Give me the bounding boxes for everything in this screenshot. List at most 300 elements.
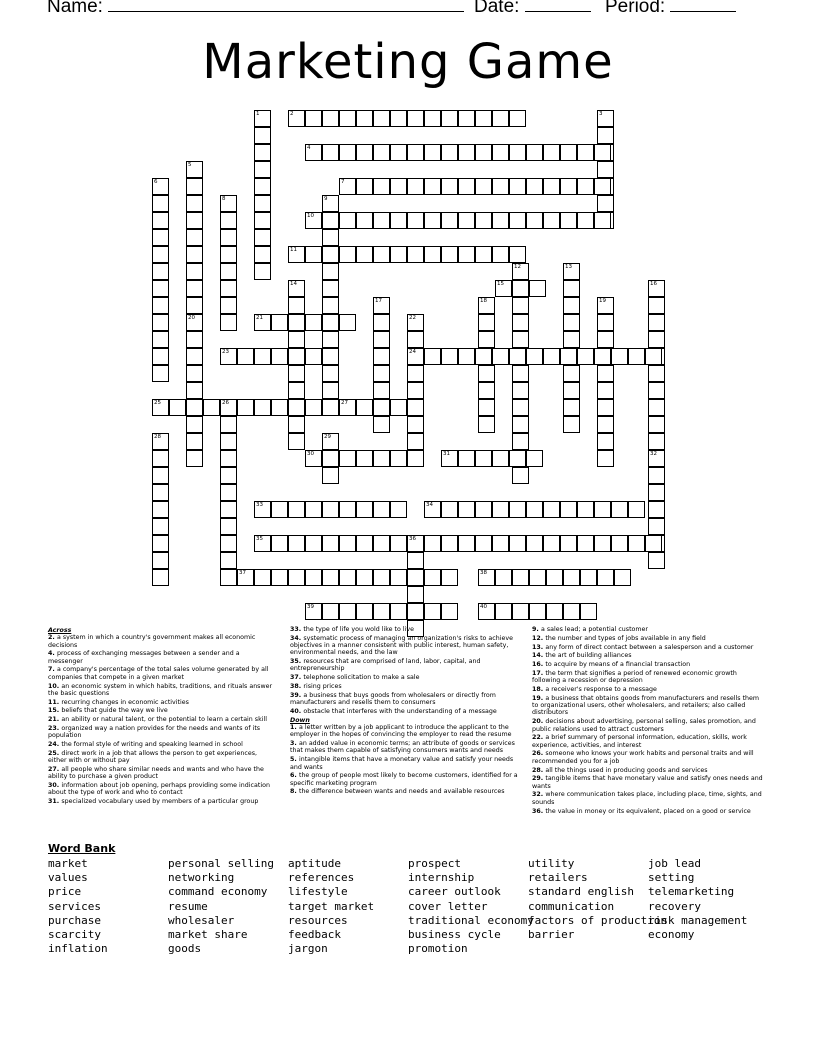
grid-cell[interactable] bbox=[271, 535, 288, 552]
grid-cell[interactable] bbox=[512, 280, 529, 297]
grid-cell[interactable] bbox=[509, 212, 526, 229]
grid-cell[interactable] bbox=[543, 144, 560, 161]
grid-cell[interactable] bbox=[152, 535, 169, 552]
grid-cell[interactable] bbox=[594, 535, 611, 552]
grid-cell[interactable] bbox=[509, 144, 526, 161]
grid-cell[interactable] bbox=[288, 110, 305, 127]
grid-cell[interactable] bbox=[407, 416, 424, 433]
grid-cell[interactable] bbox=[475, 246, 492, 263]
grid-cell[interactable] bbox=[563, 365, 580, 382]
grid-cell[interactable] bbox=[322, 535, 339, 552]
grid-cell[interactable] bbox=[152, 229, 169, 246]
grid-cell[interactable] bbox=[597, 297, 614, 314]
grid-cell[interactable] bbox=[478, 314, 495, 331]
grid-cell[interactable] bbox=[373, 178, 390, 195]
grid-cell[interactable] bbox=[407, 535, 424, 552]
grid-cell[interactable] bbox=[152, 569, 169, 586]
grid-cell[interactable] bbox=[475, 178, 492, 195]
grid-cell[interactable] bbox=[152, 263, 169, 280]
grid-cell[interactable] bbox=[597, 450, 614, 467]
grid-cell[interactable] bbox=[546, 569, 563, 586]
grid-cell[interactable] bbox=[390, 569, 407, 586]
grid-cell[interactable] bbox=[356, 569, 373, 586]
grid-cell[interactable] bbox=[305, 314, 322, 331]
grid-cell[interactable] bbox=[288, 246, 305, 263]
grid-cell[interactable] bbox=[220, 484, 237, 501]
grid-cell[interactable] bbox=[407, 365, 424, 382]
grid-cell[interactable] bbox=[186, 195, 203, 212]
grid-cell[interactable] bbox=[526, 450, 543, 467]
grid-cell[interactable] bbox=[254, 110, 271, 127]
grid-cell[interactable] bbox=[577, 501, 594, 518]
grid-cell[interactable] bbox=[648, 297, 665, 314]
grid-cell[interactable] bbox=[203, 399, 220, 416]
grid-cell[interactable] bbox=[305, 144, 322, 161]
grid-cell[interactable] bbox=[441, 501, 458, 518]
grid-cell[interactable] bbox=[152, 212, 169, 229]
grid-cell[interactable] bbox=[492, 212, 509, 229]
grid-cell[interactable] bbox=[424, 246, 441, 263]
grid-cell[interactable] bbox=[512, 382, 529, 399]
grid-cell[interactable] bbox=[648, 501, 665, 518]
grid-cell[interactable] bbox=[305, 246, 322, 263]
grid-cell[interactable] bbox=[254, 348, 271, 365]
grid-cell[interactable] bbox=[458, 501, 475, 518]
grid-cell[interactable] bbox=[577, 535, 594, 552]
grid-cell[interactable] bbox=[254, 246, 271, 263]
grid-cell[interactable] bbox=[495, 569, 512, 586]
grid-cell[interactable] bbox=[322, 110, 339, 127]
grid-cell[interactable] bbox=[597, 127, 614, 144]
grid-cell[interactable] bbox=[512, 467, 529, 484]
grid-cell[interactable] bbox=[152, 195, 169, 212]
grid-cell[interactable] bbox=[356, 535, 373, 552]
grid-cell[interactable] bbox=[597, 195, 614, 212]
grid-cell[interactable] bbox=[339, 399, 356, 416]
grid-cell[interactable] bbox=[186, 280, 203, 297]
grid-cell[interactable] bbox=[509, 501, 526, 518]
grid-cell[interactable] bbox=[424, 110, 441, 127]
grid-cell[interactable] bbox=[186, 161, 203, 178]
grid-cell[interactable] bbox=[322, 331, 339, 348]
grid-cell[interactable] bbox=[645, 348, 662, 365]
grid-cell[interactable] bbox=[560, 535, 577, 552]
grid-cell[interactable] bbox=[563, 399, 580, 416]
grid-cell[interactable] bbox=[220, 399, 237, 416]
grid-cell[interactable] bbox=[526, 144, 543, 161]
grid-cell[interactable] bbox=[563, 603, 580, 620]
grid-cell[interactable] bbox=[597, 331, 614, 348]
grid-cell[interactable] bbox=[478, 382, 495, 399]
grid-cell[interactable] bbox=[475, 348, 492, 365]
grid-cell[interactable] bbox=[628, 501, 645, 518]
grid-cell[interactable] bbox=[458, 348, 475, 365]
grid-cell[interactable] bbox=[424, 603, 441, 620]
grid-cell[interactable] bbox=[305, 212, 322, 229]
grid-cell[interactable] bbox=[373, 144, 390, 161]
grid-cell[interactable] bbox=[322, 246, 339, 263]
grid-cell[interactable] bbox=[560, 178, 577, 195]
grid-cell[interactable] bbox=[407, 314, 424, 331]
grid-cell[interactable] bbox=[441, 348, 458, 365]
grid-cell[interactable] bbox=[512, 365, 529, 382]
grid-cell[interactable] bbox=[390, 144, 407, 161]
grid-cell[interactable] bbox=[648, 450, 665, 467]
grid-cell[interactable] bbox=[648, 416, 665, 433]
grid-cell[interactable] bbox=[594, 212, 611, 229]
grid-cell[interactable] bbox=[475, 110, 492, 127]
grid-cell[interactable] bbox=[373, 416, 390, 433]
grid-cell[interactable] bbox=[220, 263, 237, 280]
grid-cell[interactable] bbox=[288, 331, 305, 348]
grid-cell[interactable] bbox=[407, 586, 424, 603]
grid-cell[interactable] bbox=[288, 297, 305, 314]
grid-cell[interactable] bbox=[373, 297, 390, 314]
grid-cell[interactable] bbox=[441, 178, 458, 195]
grid-cell[interactable] bbox=[407, 178, 424, 195]
grid-cell[interactable] bbox=[322, 229, 339, 246]
grid-cell[interactable] bbox=[594, 178, 611, 195]
grid-cell[interactable] bbox=[648, 467, 665, 484]
grid-cell[interactable] bbox=[580, 569, 597, 586]
grid-cell[interactable] bbox=[492, 144, 509, 161]
grid-cell[interactable] bbox=[475, 212, 492, 229]
grid-cell[interactable] bbox=[322, 603, 339, 620]
grid-cell[interactable] bbox=[648, 399, 665, 416]
grid-cell[interactable] bbox=[526, 501, 543, 518]
grid-cell[interactable] bbox=[407, 433, 424, 450]
grid-cell[interactable] bbox=[424, 501, 441, 518]
grid-cell[interactable] bbox=[597, 416, 614, 433]
grid-cell[interactable] bbox=[648, 484, 665, 501]
grid-cell[interactable] bbox=[424, 348, 441, 365]
grid-cell[interactable] bbox=[577, 178, 594, 195]
grid-cell[interactable] bbox=[546, 603, 563, 620]
grid-cell[interactable] bbox=[288, 569, 305, 586]
grid-cell[interactable] bbox=[305, 501, 322, 518]
grid-cell[interactable] bbox=[237, 348, 254, 365]
grid-cell[interactable] bbox=[152, 467, 169, 484]
grid-cell[interactable] bbox=[512, 263, 529, 280]
grid-cell[interactable] bbox=[152, 348, 169, 365]
grid-cell[interactable] bbox=[254, 127, 271, 144]
grid-cell[interactable] bbox=[594, 348, 611, 365]
grid-cell[interactable] bbox=[322, 433, 339, 450]
grid-cell[interactable] bbox=[220, 212, 237, 229]
grid-cell[interactable] bbox=[373, 365, 390, 382]
grid-cell[interactable] bbox=[441, 246, 458, 263]
grid-cell[interactable] bbox=[373, 110, 390, 127]
grid-cell[interactable] bbox=[288, 382, 305, 399]
grid-cell[interactable] bbox=[645, 535, 662, 552]
grid-cell[interactable] bbox=[220, 518, 237, 535]
grid-cell[interactable] bbox=[424, 212, 441, 229]
grid-cell[interactable] bbox=[373, 348, 390, 365]
grid-cell[interactable] bbox=[390, 501, 407, 518]
grid-cell[interactable] bbox=[509, 535, 526, 552]
grid-cell[interactable] bbox=[509, 110, 526, 127]
grid-cell[interactable] bbox=[526, 535, 543, 552]
grid-cell[interactable] bbox=[186, 450, 203, 467]
grid-cell[interactable] bbox=[356, 246, 373, 263]
grid-cell[interactable] bbox=[458, 450, 475, 467]
grid-cell[interactable] bbox=[322, 263, 339, 280]
grid-cell[interactable] bbox=[288, 348, 305, 365]
grid-cell[interactable] bbox=[152, 399, 169, 416]
grid-cell[interactable] bbox=[512, 603, 529, 620]
grid-cell[interactable] bbox=[597, 314, 614, 331]
grid-cell[interactable] bbox=[322, 144, 339, 161]
grid-cell[interactable] bbox=[509, 348, 526, 365]
grid-cell[interactable] bbox=[254, 144, 271, 161]
grid-cell[interactable] bbox=[322, 382, 339, 399]
grid-cell[interactable] bbox=[529, 603, 546, 620]
grid-cell[interactable] bbox=[597, 399, 614, 416]
grid-cell[interactable] bbox=[339, 178, 356, 195]
grid-cell[interactable] bbox=[373, 450, 390, 467]
grid-cell[interactable] bbox=[322, 348, 339, 365]
grid-cell[interactable] bbox=[492, 110, 509, 127]
grid-cell[interactable] bbox=[152, 552, 169, 569]
grid-cell[interactable] bbox=[407, 450, 424, 467]
grid-cell[interactable] bbox=[648, 433, 665, 450]
grid-cell[interactable] bbox=[356, 501, 373, 518]
grid-cell[interactable] bbox=[407, 399, 424, 416]
grid-cell[interactable] bbox=[322, 467, 339, 484]
grid-cell[interactable] bbox=[648, 331, 665, 348]
grid-cell[interactable] bbox=[373, 535, 390, 552]
grid-cell[interactable] bbox=[390, 535, 407, 552]
grid-cell[interactable] bbox=[322, 365, 339, 382]
grid-cell[interactable] bbox=[220, 348, 237, 365]
grid-cell[interactable] bbox=[305, 399, 322, 416]
grid-cell[interactable] bbox=[441, 569, 458, 586]
grid-cell[interactable] bbox=[648, 280, 665, 297]
grid-cell[interactable] bbox=[512, 433, 529, 450]
grid-cell[interactable] bbox=[543, 501, 560, 518]
grid-cell[interactable] bbox=[254, 314, 271, 331]
grid-cell[interactable] bbox=[254, 535, 271, 552]
grid-cell[interactable] bbox=[407, 382, 424, 399]
grid-cell[interactable] bbox=[322, 569, 339, 586]
grid-cell[interactable] bbox=[441, 535, 458, 552]
grid-cell[interactable] bbox=[152, 280, 169, 297]
grid-cell[interactable] bbox=[390, 603, 407, 620]
grid-cell[interactable] bbox=[563, 280, 580, 297]
grid-cell[interactable] bbox=[390, 110, 407, 127]
grid-cell[interactable] bbox=[458, 144, 475, 161]
grid-cell[interactable] bbox=[220, 314, 237, 331]
grid-cell[interactable] bbox=[594, 501, 611, 518]
grid-cell[interactable] bbox=[648, 365, 665, 382]
grid-cell[interactable] bbox=[458, 110, 475, 127]
grid-cell[interactable] bbox=[271, 569, 288, 586]
grid-cell[interactable] bbox=[373, 569, 390, 586]
grid-cell[interactable] bbox=[560, 144, 577, 161]
grid-cell[interactable] bbox=[475, 450, 492, 467]
grid-cell[interactable] bbox=[529, 280, 546, 297]
grid-cell[interactable] bbox=[563, 382, 580, 399]
grid-cell[interactable] bbox=[597, 161, 614, 178]
grid-cell[interactable] bbox=[492, 348, 509, 365]
grid-cell[interactable] bbox=[543, 178, 560, 195]
grid-cell[interactable] bbox=[220, 552, 237, 569]
grid-cell[interactable] bbox=[339, 569, 356, 586]
grid-cell[interactable] bbox=[492, 450, 509, 467]
grid-cell[interactable] bbox=[152, 484, 169, 501]
grid-cell[interactable] bbox=[152, 297, 169, 314]
grid-cell[interactable] bbox=[495, 280, 512, 297]
grid-cell[interactable] bbox=[305, 603, 322, 620]
grid-cell[interactable] bbox=[563, 297, 580, 314]
grid-cell[interactable] bbox=[373, 399, 390, 416]
grid-cell[interactable] bbox=[186, 365, 203, 382]
grid-cell[interactable] bbox=[186, 399, 203, 416]
grid-cell[interactable] bbox=[322, 399, 339, 416]
grid-cell[interactable] bbox=[186, 212, 203, 229]
grid-cell[interactable] bbox=[305, 569, 322, 586]
grid-cell[interactable] bbox=[152, 246, 169, 263]
grid-cell[interactable] bbox=[509, 178, 526, 195]
grid-cell[interactable] bbox=[648, 314, 665, 331]
grid-cell[interactable] bbox=[339, 246, 356, 263]
grid-cell[interactable] bbox=[186, 331, 203, 348]
grid-cell[interactable] bbox=[186, 246, 203, 263]
grid-cell[interactable] bbox=[458, 535, 475, 552]
grid-cell[interactable] bbox=[186, 229, 203, 246]
grid-cell[interactable] bbox=[373, 501, 390, 518]
grid-cell[interactable] bbox=[577, 212, 594, 229]
grid-cell[interactable] bbox=[597, 110, 614, 127]
grid-cell[interactable] bbox=[407, 144, 424, 161]
grid-cell[interactable] bbox=[441, 212, 458, 229]
grid-cell[interactable] bbox=[597, 569, 614, 586]
grid-cell[interactable] bbox=[390, 399, 407, 416]
grid-cell[interactable] bbox=[220, 229, 237, 246]
grid-cell[interactable] bbox=[186, 178, 203, 195]
grid-cell[interactable] bbox=[407, 246, 424, 263]
grid-cell[interactable] bbox=[288, 314, 305, 331]
grid-cell[interactable] bbox=[475, 501, 492, 518]
grid-cell[interactable] bbox=[356, 178, 373, 195]
grid-cell[interactable] bbox=[597, 382, 614, 399]
grid-cell[interactable] bbox=[322, 450, 339, 467]
grid-cell[interactable] bbox=[339, 501, 356, 518]
grid-cell[interactable] bbox=[424, 569, 441, 586]
grid-cell[interactable] bbox=[220, 297, 237, 314]
grid-cell[interactable] bbox=[390, 246, 407, 263]
grid-cell[interactable] bbox=[288, 501, 305, 518]
grid-cell[interactable] bbox=[220, 467, 237, 484]
grid-cell[interactable] bbox=[407, 603, 424, 620]
grid-cell[interactable] bbox=[560, 348, 577, 365]
grid-cell[interactable] bbox=[220, 501, 237, 518]
grid-cell[interactable] bbox=[373, 331, 390, 348]
grid-cell[interactable] bbox=[152, 314, 169, 331]
grid-cell[interactable] bbox=[478, 297, 495, 314]
grid-cell[interactable] bbox=[373, 212, 390, 229]
grid-cell[interactable] bbox=[512, 416, 529, 433]
grid-cell[interactable] bbox=[339, 212, 356, 229]
grid-cell[interactable] bbox=[373, 603, 390, 620]
grid-cell[interactable] bbox=[512, 331, 529, 348]
grid-cell[interactable] bbox=[543, 212, 560, 229]
grid-cell[interactable] bbox=[648, 382, 665, 399]
grid-cell[interactable] bbox=[152, 331, 169, 348]
grid-cell[interactable] bbox=[560, 501, 577, 518]
grid-cell[interactable] bbox=[492, 501, 509, 518]
grid-cell[interactable] bbox=[254, 195, 271, 212]
grid-cell[interactable] bbox=[322, 212, 339, 229]
grid-cell[interactable] bbox=[322, 280, 339, 297]
grid-cell[interactable] bbox=[169, 399, 186, 416]
grid-cell[interactable] bbox=[628, 348, 645, 365]
grid-cell[interactable] bbox=[458, 178, 475, 195]
grid-cell[interactable] bbox=[356, 110, 373, 127]
grid-cell[interactable] bbox=[580, 603, 597, 620]
grid-cell[interactable] bbox=[478, 331, 495, 348]
grid-cell[interactable] bbox=[220, 280, 237, 297]
grid-cell[interactable] bbox=[339, 144, 356, 161]
grid-cell[interactable] bbox=[441, 603, 458, 620]
grid-cell[interactable] bbox=[390, 178, 407, 195]
grid-cell[interactable] bbox=[322, 314, 339, 331]
grid-cell[interactable] bbox=[186, 348, 203, 365]
grid-cell[interactable] bbox=[478, 365, 495, 382]
grid-cell[interactable] bbox=[322, 501, 339, 518]
grid-cell[interactable] bbox=[424, 178, 441, 195]
grid-cell[interactable] bbox=[356, 212, 373, 229]
grid-cell[interactable] bbox=[577, 144, 594, 161]
grid-cell[interactable] bbox=[186, 416, 203, 433]
grid-cell[interactable] bbox=[288, 365, 305, 382]
grid-cell[interactable] bbox=[254, 229, 271, 246]
grid-cell[interactable] bbox=[478, 603, 495, 620]
grid-cell[interactable] bbox=[407, 552, 424, 569]
grid-cell[interactable] bbox=[356, 603, 373, 620]
grid-cell[interactable] bbox=[495, 603, 512, 620]
grid-cell[interactable] bbox=[492, 246, 509, 263]
grid-cell[interactable] bbox=[563, 263, 580, 280]
grid-cell[interactable] bbox=[526, 212, 543, 229]
grid-cell[interactable] bbox=[441, 110, 458, 127]
grid-cell[interactable] bbox=[509, 246, 526, 263]
grid-cell[interactable] bbox=[305, 110, 322, 127]
grid-cell[interactable] bbox=[152, 450, 169, 467]
grid-cell[interactable] bbox=[271, 501, 288, 518]
grid-cell[interactable] bbox=[648, 518, 665, 535]
grid-cell[interactable] bbox=[220, 246, 237, 263]
grid-cell[interactable] bbox=[512, 314, 529, 331]
grid-cell[interactable] bbox=[186, 297, 203, 314]
grid-cell[interactable] bbox=[339, 603, 356, 620]
grid-cell[interactable] bbox=[339, 535, 356, 552]
grid-cell[interactable] bbox=[152, 518, 169, 535]
grid-cell[interactable] bbox=[254, 263, 271, 280]
grid-cell[interactable] bbox=[271, 348, 288, 365]
grid-cell[interactable] bbox=[186, 263, 203, 280]
grid-cell[interactable] bbox=[441, 450, 458, 467]
grid-cell[interactable] bbox=[407, 348, 424, 365]
grid-cell[interactable] bbox=[305, 450, 322, 467]
grid-cell[interactable] bbox=[186, 433, 203, 450]
grid-cell[interactable] bbox=[254, 501, 271, 518]
grid-cell[interactable] bbox=[220, 433, 237, 450]
grid-cell[interactable] bbox=[254, 569, 271, 586]
grid-cell[interactable] bbox=[478, 416, 495, 433]
grid-cell[interactable] bbox=[237, 569, 254, 586]
grid-cell[interactable] bbox=[271, 399, 288, 416]
